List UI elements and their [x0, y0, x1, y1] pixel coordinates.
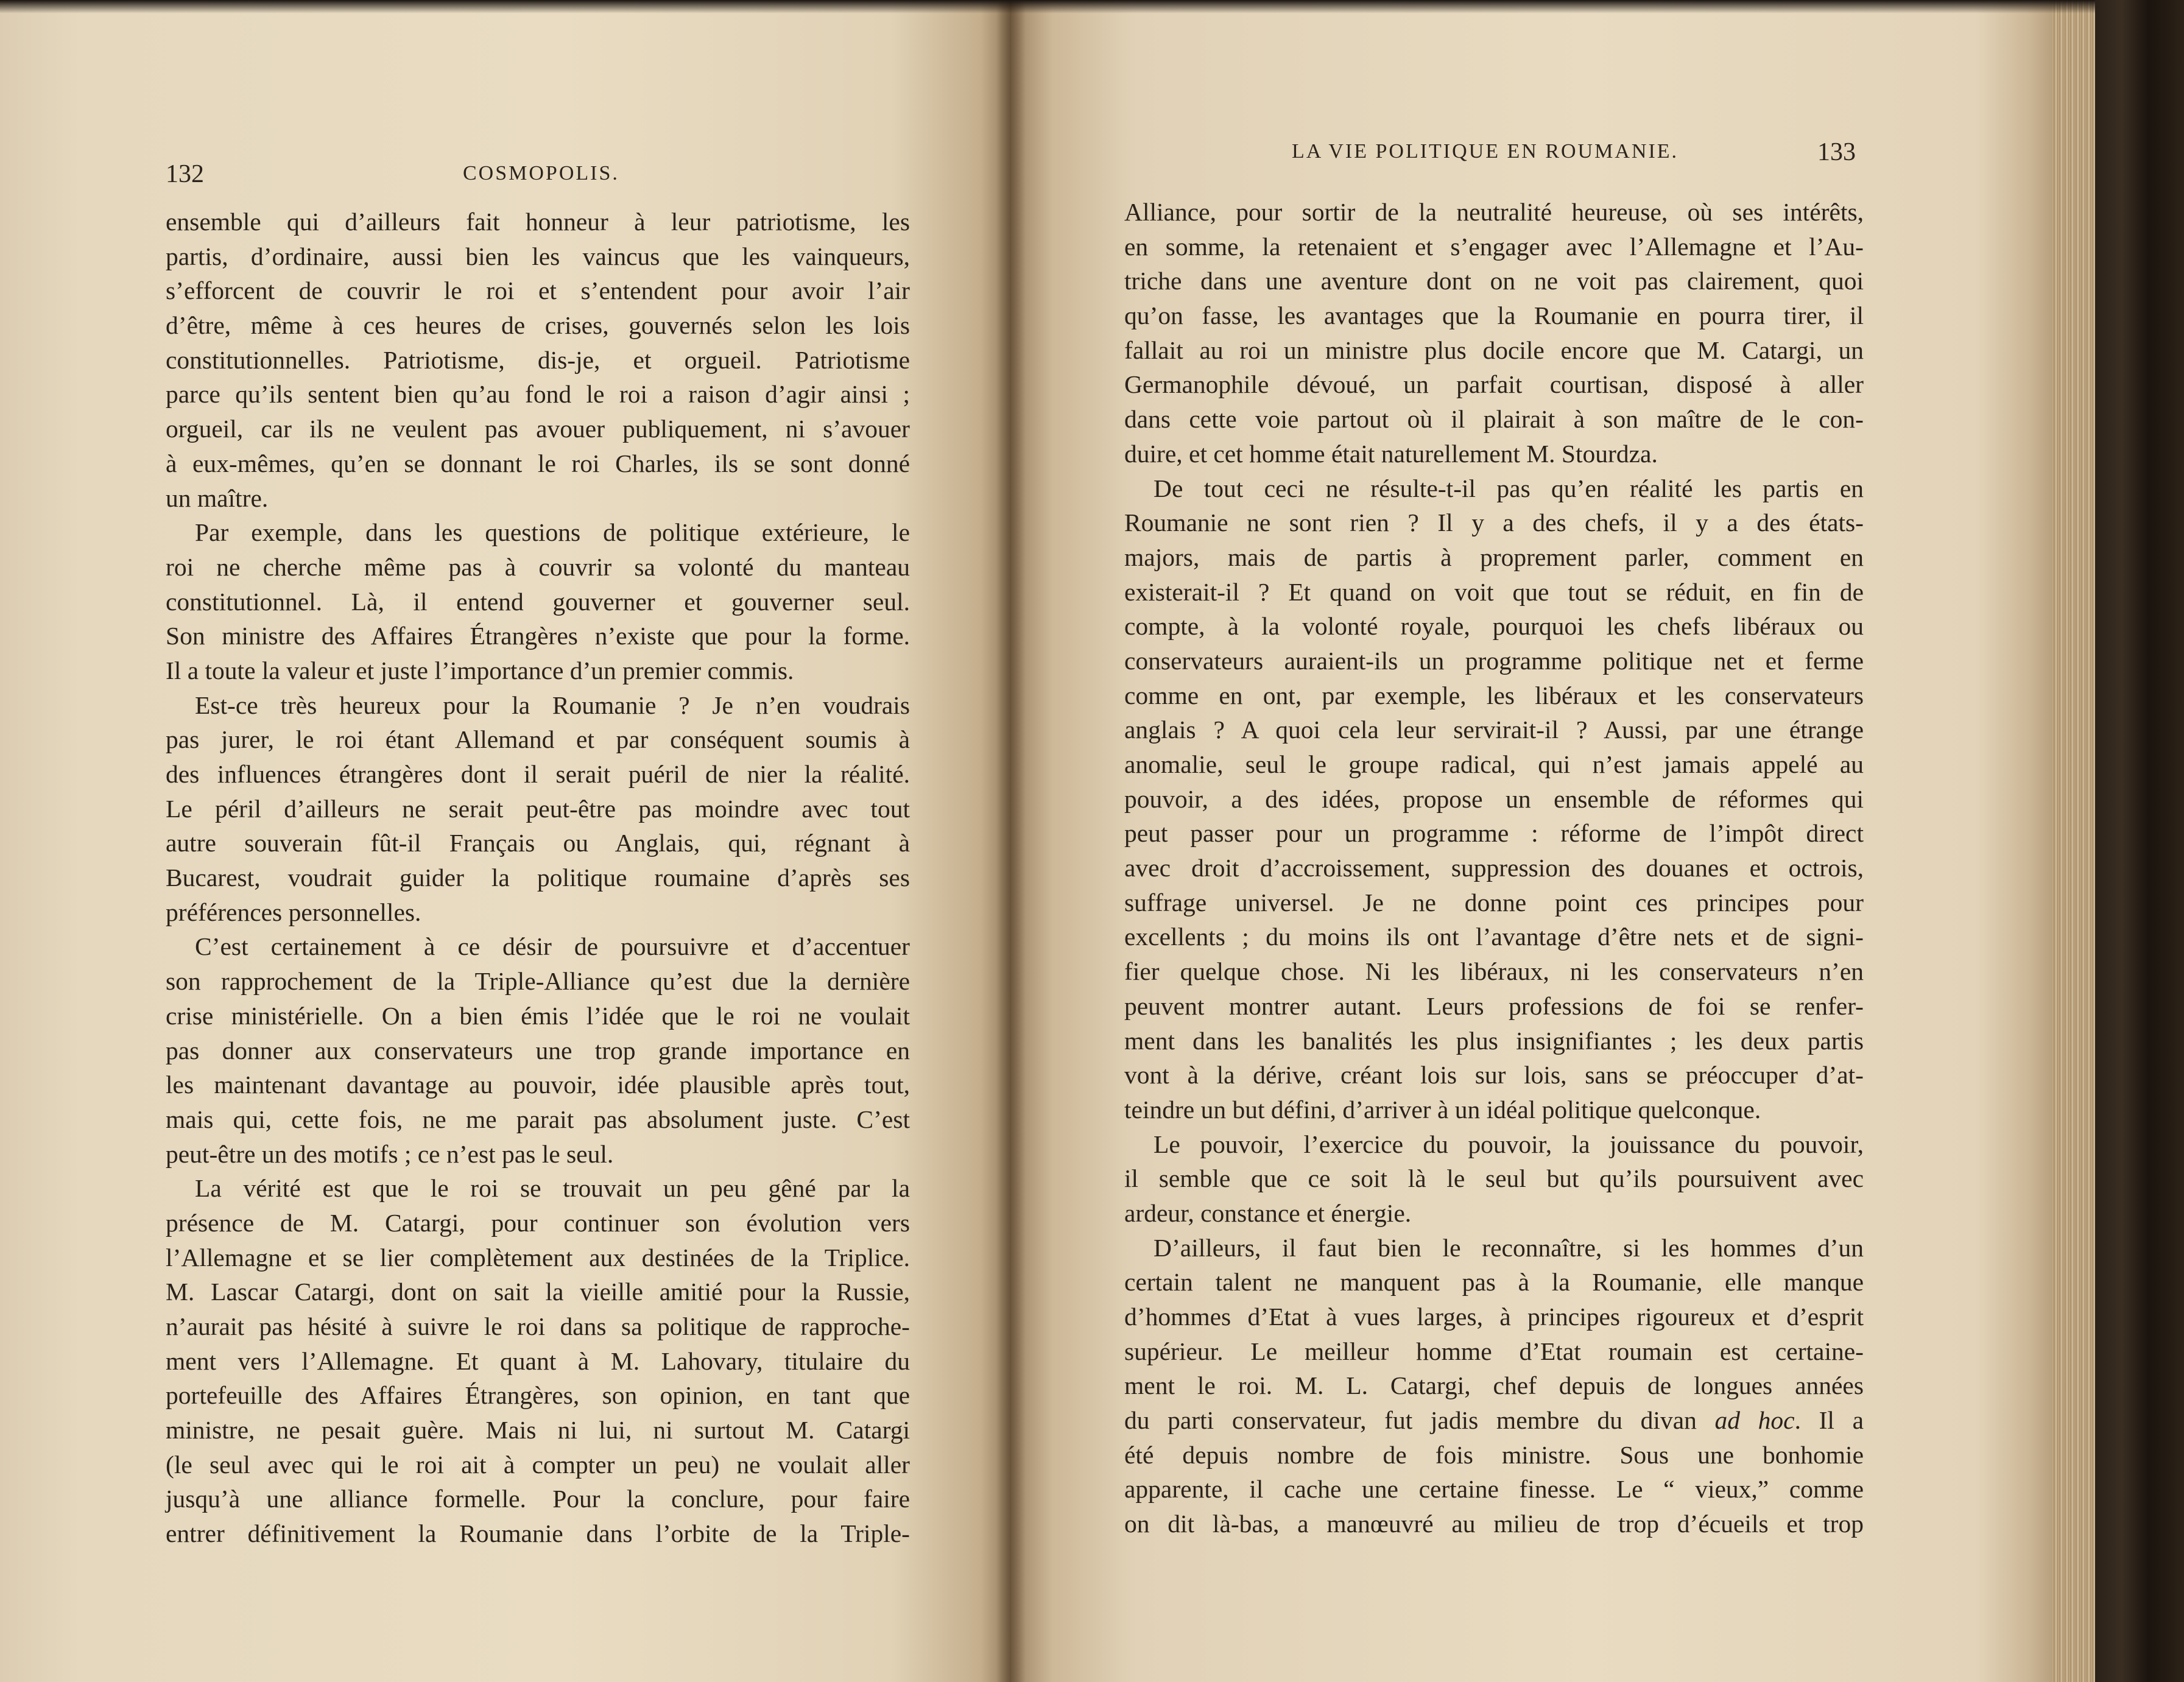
text-line: avec droit d’accroissement, suppression des douanes et octrois, [1124, 854, 1864, 882]
text-line: ment dans les banalités les plus insignifiantes ; les deux partis [1124, 1026, 1864, 1055]
text-line: pas donner aux conservateurs une trop grande importance en [166, 1036, 910, 1064]
text-line: ensemble qui d’ailleurs fait honneur à leur patriotisme, les [166, 208, 910, 236]
text-line: été depuis nombre de fois ministre. Sous une bonhomie [1124, 1440, 1864, 1469]
text-line: apparente, il cache une certaine finesse. Le “ vieux,” comme [1124, 1475, 1864, 1504]
right-body-text [1124, 195, 1864, 1541]
text-line: anglais ? A quoi cela leur servirait-il ? Aussi, par une étrange [1124, 716, 1864, 744]
page-edges [2052, 0, 2095, 1682]
text-line: en somme, la retenaient et s’engager avec l’Allemagne et l’Au- [1124, 232, 1864, 261]
text-line: on dit là-bas, a manœuvré au milieu de trop d’écueils et trop [1124, 1510, 1864, 1538]
text-line: C’est certainement à ce désir de poursuivre et d’accentuer [195, 932, 910, 961]
top-shadow [0, 0, 2095, 13]
text-line: son rapprochement de la Triple-Alliance qu’est due la dernière [166, 967, 910, 996]
italic-phrase: ad hoc [1714, 1406, 1795, 1435]
text-line: peut passer pour un programme : réforme de l’impôt direct [1124, 819, 1864, 848]
text-line: vont à la dérive, créant lois sur lois, sans se préoccuper d’at- [1124, 1061, 1864, 1089]
text-line: qu’on fasse, les avantages que la Roumanie en pourra tirer, il [1124, 301, 1864, 330]
left-body-text [166, 205, 910, 1551]
text-line: peuvent montrer autant. Leurs professions de foi se renfer- [1124, 991, 1864, 1020]
text-line: existerait-il ? Et quand on voit que tout se réduit, en fin de [1124, 577, 1864, 606]
text-line: pouvoir, a des idées, propose un ensemble de réformes qui [1124, 784, 1864, 813]
text-line: à eux-mêmes, qu’en se donnant le roi Charles, ils se sont donné [166, 449, 910, 477]
text-line: les maintenant davantage au pouvoir, idée plausible après tout, [166, 1071, 910, 1099]
text-line: ment vers l’Allemagne. Et quant à M. Lahovary, titulaire du [166, 1346, 910, 1375]
text-line: compte, à la volonté royale, pourquoi les chefs libéraux ou [1124, 612, 1864, 641]
text-line: M. Lascar Catargi, dont on sait la vieille amitié pour la Russie, [166, 1278, 910, 1306]
text-line: excellents ; du moins ils ont l’avantage d’être nets et de signi- [1124, 923, 1864, 951]
text-line: triche dans une aventure dont on ne voit pas clairement, quoi [1124, 267, 1864, 295]
text-line: des influences étrangères dont il serait puéril de nier la réalité. [166, 760, 910, 788]
text-line: il semble que ce soit là le seul but qu’ils poursuivent avec [1124, 1164, 1864, 1193]
text-line: s’efforcent de couvrir le roi et s’entendent pour avoir l’air [166, 276, 910, 305]
text-line: supérieur. Le meilleur homme d’Etat roumain est certaine- [1124, 1337, 1864, 1365]
left-running-head: COSMOPOLIS. [463, 162, 619, 185]
text-line: ministre, ne pesait guère. Mais ni lui, ni surtout M. Catargi [166, 1416, 910, 1444]
text-line: ardeur, constance et énergie. [1124, 1198, 1412, 1227]
text-line: parce qu’ils sentent bien qu’au fond le roi a raison d’agir ainsi ; [166, 380, 910, 409]
text-line: (le seul avec qui le roi ait à compter un peu) ne voulait aller [166, 1450, 910, 1479]
text-line: conservateurs auraient-ils un programme politique net et ferme [1124, 646, 1864, 675]
text-line: Son ministre des Affaires Étrangères n’existe que pour la forme. [166, 622, 910, 650]
text-line: certain talent ne manquent pas à la Roumanie, elle manque [1124, 1268, 1864, 1297]
text-line: l’Allemagne et se lier complètement aux destinées de la Triplice. [166, 1243, 910, 1272]
text-line: fallait au roi un ministre plus docile encore que M. Catargi, un [1124, 336, 1864, 364]
text-line: jusqu’à une alliance formelle. Pour la conclure, pour faire [166, 1485, 910, 1513]
text-line: entrer définitivement la Roumanie dans l’orbite de la Triple- [166, 1519, 910, 1548]
text-line: constitutionnel. Là, il entend gouverner et gouverner seul. [166, 587, 910, 616]
text-line: Est-ce très heureux pour la Roumanie ? Je n’en voudrais [195, 691, 910, 719]
text-line: présence de M. Catargi, pour continuer son évolution vers [166, 1208, 910, 1237]
text-line: portefeuille des Affaires Étrangères, son opinion, en tant que [166, 1381, 910, 1410]
left-folio: 132 [166, 160, 204, 188]
text-line: Roumanie ne sont rien ? Il y a des chefs, il y a des états- [1124, 508, 1864, 537]
text-line: Il a toute la valeur et juste l’importance d’un premier commis. [166, 656, 794, 684]
text-line: d’être, même à ces heures de crises, gouvernés selon les lois [166, 311, 910, 340]
text-line: n’aurait pas hésité à suivre le roi dans sa politique de rapproche- [166, 1312, 910, 1340]
text-line: Le péril d’ailleurs ne serait peut-être pas moindre avec tout [166, 794, 910, 823]
text-line: dans cette voie partout où il plairait à son maître de le con- [1124, 405, 1864, 434]
text-line: partis, d’ordinaire, aussi bien les vaincus que les vainqueurs, [166, 242, 910, 270]
text-line: De tout ceci ne résulte-t-il pas qu’en réalité les partis en [1154, 474, 1864, 502]
text-line: comme en ont, par exemple, les libéraux et les conservateurs [1124, 681, 1864, 709]
text-line: d’hommes d’Etat à vues larges, à principes rigoureux et d’esprit [1124, 1303, 1864, 1331]
text-line: La vérité est que le roi se trouvait un peu gêné par la [195, 1174, 910, 1203]
text-line: mais qui, cette fois, ne me parait pas absolument juste. C’est [166, 1105, 910, 1133]
text-line: Par exemple, dans les questions de politique extérieure, le [195, 518, 910, 547]
text-line: anomalie, seul le groupe radical, qui n’est jamais appelé au [1124, 750, 1864, 778]
text-line: D’ailleurs, il faut bien le reconnaître, si les hommes d’un [1154, 1233, 1864, 1262]
text-line: un maître. [166, 484, 269, 512]
left-page [0, 0, 1011, 1682]
right-running-head: LA VIE POLITIQUE EN ROUMANIE. [1292, 140, 1679, 163]
text-line: peut-être un des motifs ; ce n’est pas le seul. [166, 1139, 614, 1168]
text-line: constitutionnelles. Patriotisme, dis-je, et orgueil. Patriotisme [166, 345, 910, 374]
text-line: teindre un but défini, d’arriver à un idéal politique quelconque. [1124, 1095, 1761, 1124]
text-line: préférences personnelles. [166, 898, 421, 926]
text-line: Germanophile dévoué, un parfait courtisan, disposé à aller [1124, 370, 1864, 399]
text-line: du parti conservateur, fut jadis membre du divan ad hoc. Il a [1124, 1406, 1864, 1435]
text-line: pas jurer, le roi étant Allemand et par conséquent soumis à [166, 725, 910, 754]
text-line: Alliance, pour sortir de la neutralité heureuse, où ses intérêts, [1124, 198, 1864, 226]
right-folio: 133 [1817, 138, 1856, 166]
book-gutter [996, 0, 1026, 1682]
text-line: fier quelque chose. Ni les libéraux, ni les conservateurs n’en [1124, 957, 1864, 986]
text-line: majors, mais de partis à proprement parler, comment en [1124, 543, 1864, 571]
text-line: Le pouvoir, l’exercice du pouvoir, la jouissance du pouvoir, [1154, 1130, 1864, 1158]
text-line: ment le roi. M. L. Catargi, chef depuis de longues années [1124, 1371, 1864, 1400]
text-line: crise ministérielle. On a bien émis l’idée que le roi ne voulait [166, 1001, 910, 1030]
text-line: autre souverain fût-il Français ou Anglais, qui, régnant à [166, 829, 910, 857]
text-line: roi ne cherche même pas à couvrir sa volonté du manteau [166, 552, 910, 581]
text-line: duire, et cet homme était naturellement M. Stourdza. [1124, 439, 1658, 468]
text-line: Bucarest, voudrait guider la politique roumaine d’après ses [166, 864, 910, 892]
text-line: orgueil, car ils ne veulent pas avouer publiquement, ni s’avouer [166, 415, 910, 443]
book-binding [2095, 0, 2184, 1682]
text-line: suffrage universel. Je ne donne point ces principes pour [1124, 888, 1864, 917]
